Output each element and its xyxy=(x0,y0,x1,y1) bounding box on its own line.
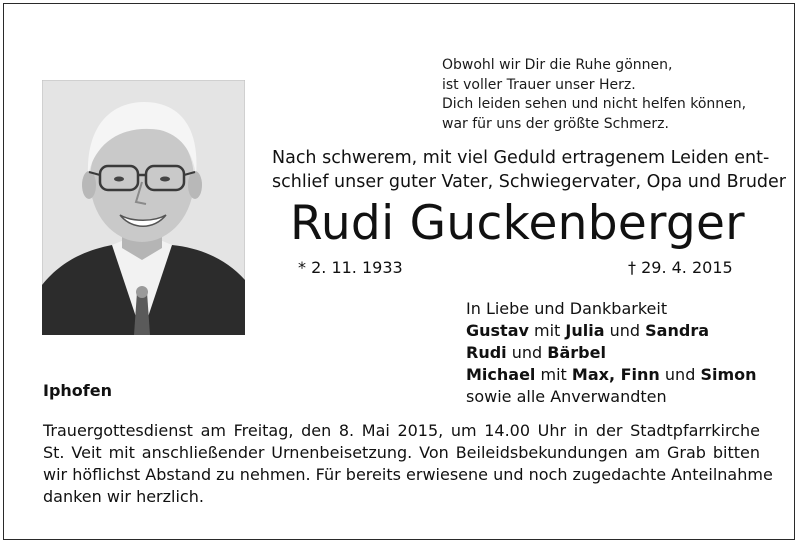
mourner-name: Bärbel xyxy=(547,343,606,362)
intro-line: Nach schwerem, mit viel Geduld ertragenem Leiden ent- xyxy=(272,148,770,168)
death-announcement-intro xyxy=(272,146,786,194)
mourners-closing: sowie alle Anverwandten xyxy=(466,387,667,406)
service-line: danken wir herzlich. xyxy=(43,487,204,506)
memorial-poem xyxy=(442,56,746,134)
poem-line: Obwohl wir Dir die Ruhe gönnen, xyxy=(442,57,673,73)
deceased-name: Rudi Guckenberger xyxy=(290,196,745,251)
connector-word: mit xyxy=(540,365,567,384)
portrait-photo xyxy=(42,80,245,335)
connector-word: und xyxy=(511,343,543,362)
connector-word: und xyxy=(664,365,696,384)
mourners-line xyxy=(466,364,757,386)
death-date: † 29. 4. 2015 xyxy=(628,258,733,277)
intro-line: schlief unser guter Vater, Schwiegervater, Opa und Bruder xyxy=(272,172,786,192)
mourners-heading: In Liebe und Dankbarkeit xyxy=(466,299,668,318)
mourners-list xyxy=(466,298,757,408)
mourner-name: Max, Finn xyxy=(571,365,660,384)
connector-word: und xyxy=(609,321,641,340)
funeral-service-details xyxy=(43,420,773,508)
poem-line: ist voller Trauer unser Herz. xyxy=(442,76,636,93)
mourners-line xyxy=(466,342,757,364)
mourners-line xyxy=(466,320,757,342)
birth-date: * 2. 11. 1933 xyxy=(298,258,403,277)
connector-word: mit xyxy=(534,321,561,340)
mourner-name: Sandra xyxy=(645,321,710,340)
mourner-name: Julia xyxy=(565,321,605,340)
town-name: Iphofen xyxy=(43,381,112,400)
service-line: Trauergottesdienst am Freitag, den 8. Mai 2015, um 14.00 Uhr in der Stadtpfarrkirche xyxy=(43,421,760,440)
service-line: wir höflichst Abstand zu nehmen. Für bereits erwiesene und noch zugedachte Anteilnahme xyxy=(43,465,773,484)
mourner-name: Gustav xyxy=(466,321,529,340)
service-line: St. Veit mit anschließender Urnenbeisetzung. Von Beileidsbekundungen am Grab bitten xyxy=(43,443,760,462)
mourner-name: Rudi xyxy=(466,343,507,362)
poem-line: Dich leiden sehen und nicht helfen können, xyxy=(442,96,747,112)
poem-line: war für uns der größte Schmerz. xyxy=(442,115,669,132)
mourner-name: Simon xyxy=(700,365,757,384)
mourner-name: Michael xyxy=(466,365,536,384)
